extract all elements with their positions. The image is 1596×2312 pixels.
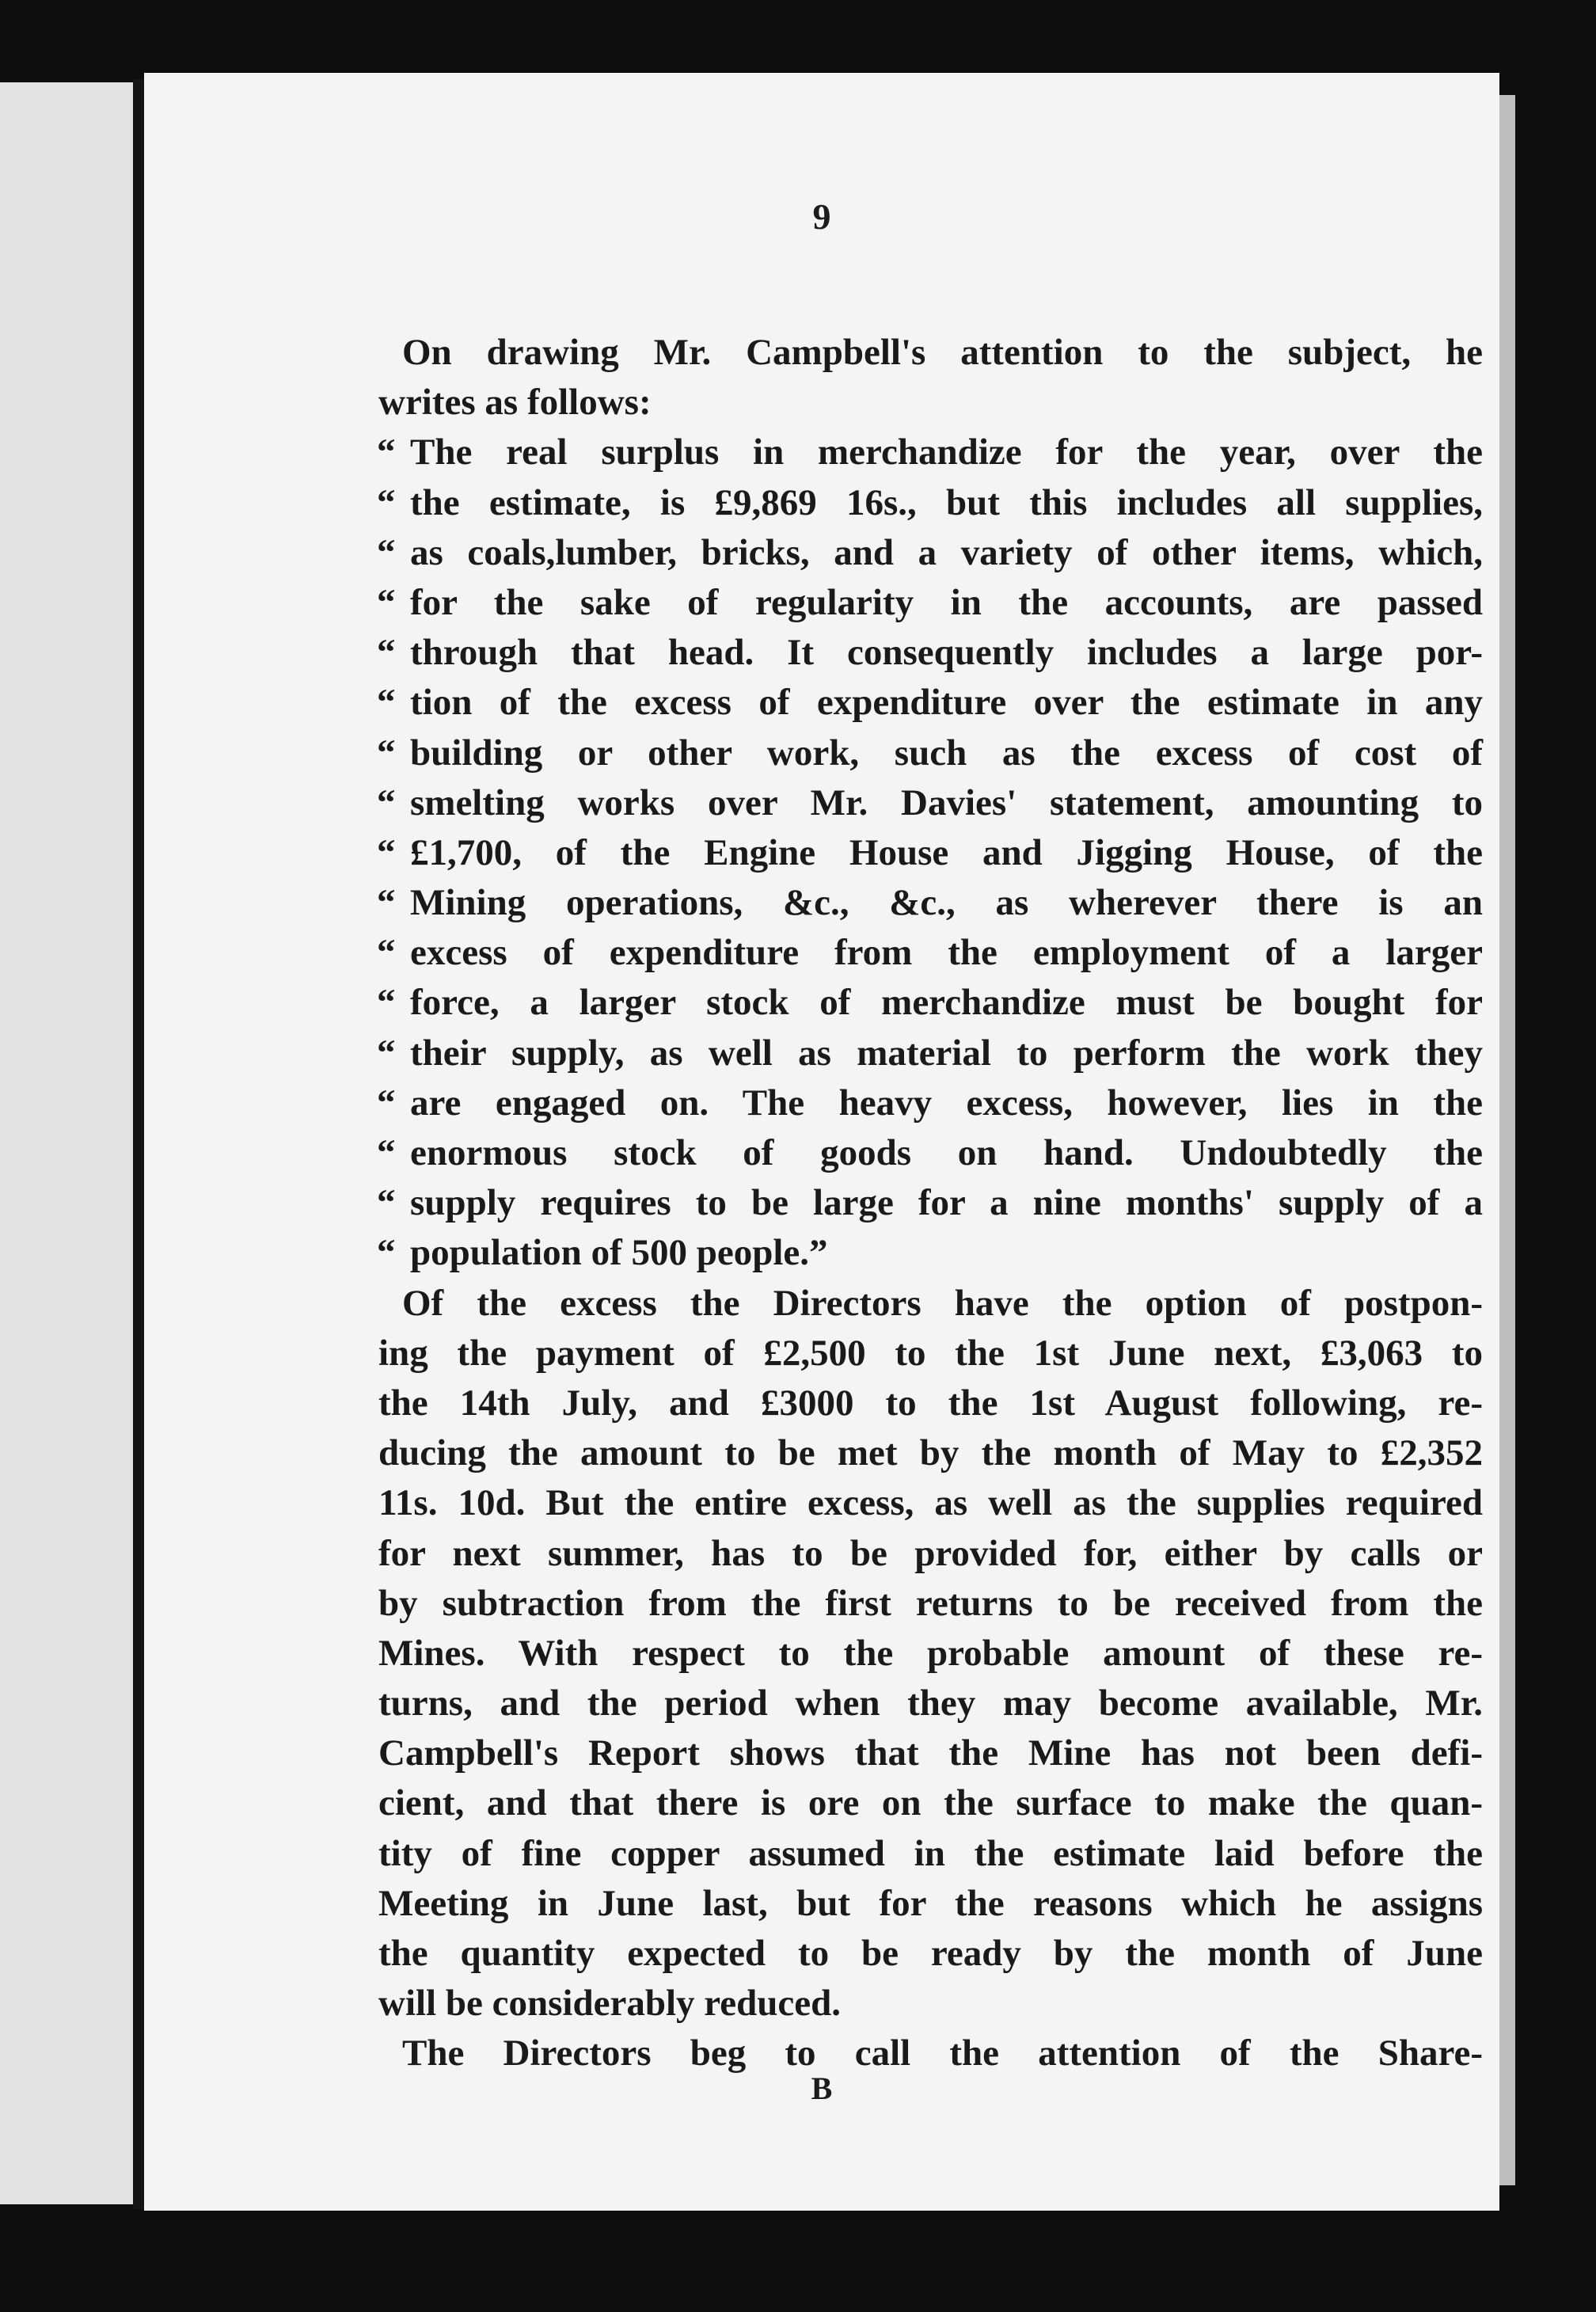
- text-line: On drawing Mr. Campbell's attention to the subject, he: [402, 332, 1483, 373]
- document-page: [144, 73, 1499, 2211]
- text-line: Campbell's Report shows that the Mine has not been defi-: [378, 1732, 1483, 1774]
- quote-mark: “: [377, 732, 396, 774]
- quote-mark: “: [377, 1082, 396, 1124]
- body-text: [378, 328, 1483, 2079]
- text-line: the quantity expected to be ready by the month of June: [378, 1933, 1483, 1974]
- text-line: for next summer, has to be provided for, either by calls or: [378, 1532, 1483, 1574]
- quote-line: through that head. It consequently includes a large por-: [410, 632, 1483, 674]
- quote-line: Mining operations, &c., &c., as wherever there is an: [410, 882, 1483, 924]
- quote-line: building or other work, such as the excess of cost of: [410, 732, 1483, 774]
- text-line: writes as follows:: [378, 382, 652, 424]
- quote-line: excess of expenditure from the employment of a larger: [410, 932, 1483, 974]
- book-gutter: [133, 79, 144, 2209]
- quote-mark: “: [377, 1032, 396, 1074]
- text-line: Mines. With respect to the probable amount of these re-: [378, 1632, 1483, 1674]
- text-line: the 14th July, and £3000 to the 1st August following, re-: [378, 1382, 1483, 1424]
- text-line: cient, and that there is ore on the surface to make the quan-: [378, 1782, 1483, 1824]
- quote-mark: “: [377, 632, 396, 674]
- text-line: turns, and the period when they may become available, Mr.: [378, 1683, 1483, 1724]
- left-page-edge: [0, 82, 133, 2204]
- text-line: by subtraction from the first returns to be received from the: [378, 1582, 1483, 1624]
- text-line: The Directors beg to call the attention of the Share-: [402, 2033, 1483, 2074]
- text-line: 11s. 10d. But the entire excess, as well as the supplies required: [378, 1482, 1483, 1524]
- quote-line: enormous stock of goods on hand. Undoubtedly the: [410, 1132, 1483, 1173]
- quote-mark: “: [377, 781, 396, 823]
- quote-mark: “: [377, 831, 396, 873]
- quote-line: as coals,lumber, bricks, and a variety of other items, which,: [410, 531, 1483, 573]
- quoted-letter: [378, 428, 1483, 1278]
- text-line: ing the payment of £2,500 to the 1st June next, £3,063 to: [378, 1332, 1483, 1374]
- quote-line: are engaged on. The heavy excess, however, lies in the: [410, 1082, 1483, 1124]
- quote-line: tion of the excess of expenditure over the estimate in any: [410, 682, 1483, 724]
- quote-line: supply requires to be large for a nine months' supply of a: [410, 1182, 1483, 1224]
- quote-mark: “: [377, 531, 396, 573]
- intro-paragraph: [378, 328, 1483, 428]
- quote-mark: “: [377, 932, 396, 974]
- quote-mark: “: [377, 481, 396, 523]
- text-line: Of the excess the Directors have the option of postpon-: [402, 1282, 1483, 1324]
- quote-line: population of 500 people.”: [410, 1232, 828, 1274]
- quote-mark: “: [377, 581, 396, 623]
- paragraph-excess: [378, 1279, 1483, 2029]
- quote-mark: “: [377, 1182, 396, 1224]
- quote-mark: “: [377, 882, 396, 924]
- quote-line: the estimate, is £9,869 16s., but this includes all supplies,: [410, 481, 1483, 523]
- quote-mark: “: [377, 432, 396, 473]
- quote-line: The real surplus in merchandize for the year, over the: [410, 432, 1483, 473]
- right-page-edge: [1499, 95, 1515, 2185]
- text-line: Meeting in June last, but for the reasons which he assigns: [378, 1882, 1483, 1924]
- text-line: will be considerably reduced.: [378, 1983, 842, 2025]
- quote-line: their supply, as well as material to perform the work they: [410, 1032, 1483, 1074]
- quote-mark: “: [377, 1132, 396, 1173]
- quote-mark: “: [377, 1232, 396, 1274]
- quote-line: smelting works over Mr. Davies' statement, amounting to: [410, 781, 1483, 823]
- quote-line: force, a larger stock of merchandize must be bought for: [410, 982, 1483, 1024]
- signature-mark: B: [811, 2071, 833, 2106]
- text-line: ducing the amount to be met by the month of May to £2,352: [378, 1432, 1483, 1474]
- text-line: tity of fine copper assumed in the estimate laid before the: [378, 1832, 1483, 1874]
- quote-mark: “: [377, 982, 396, 1024]
- quote-line: £1,700, of the Engine House and Jigging House, of the: [410, 831, 1483, 873]
- quote-line: for the sake of regularity in the accounts, are passed: [410, 581, 1483, 623]
- page-number: 9: [812, 196, 831, 237]
- quote-mark: “: [377, 682, 396, 724]
